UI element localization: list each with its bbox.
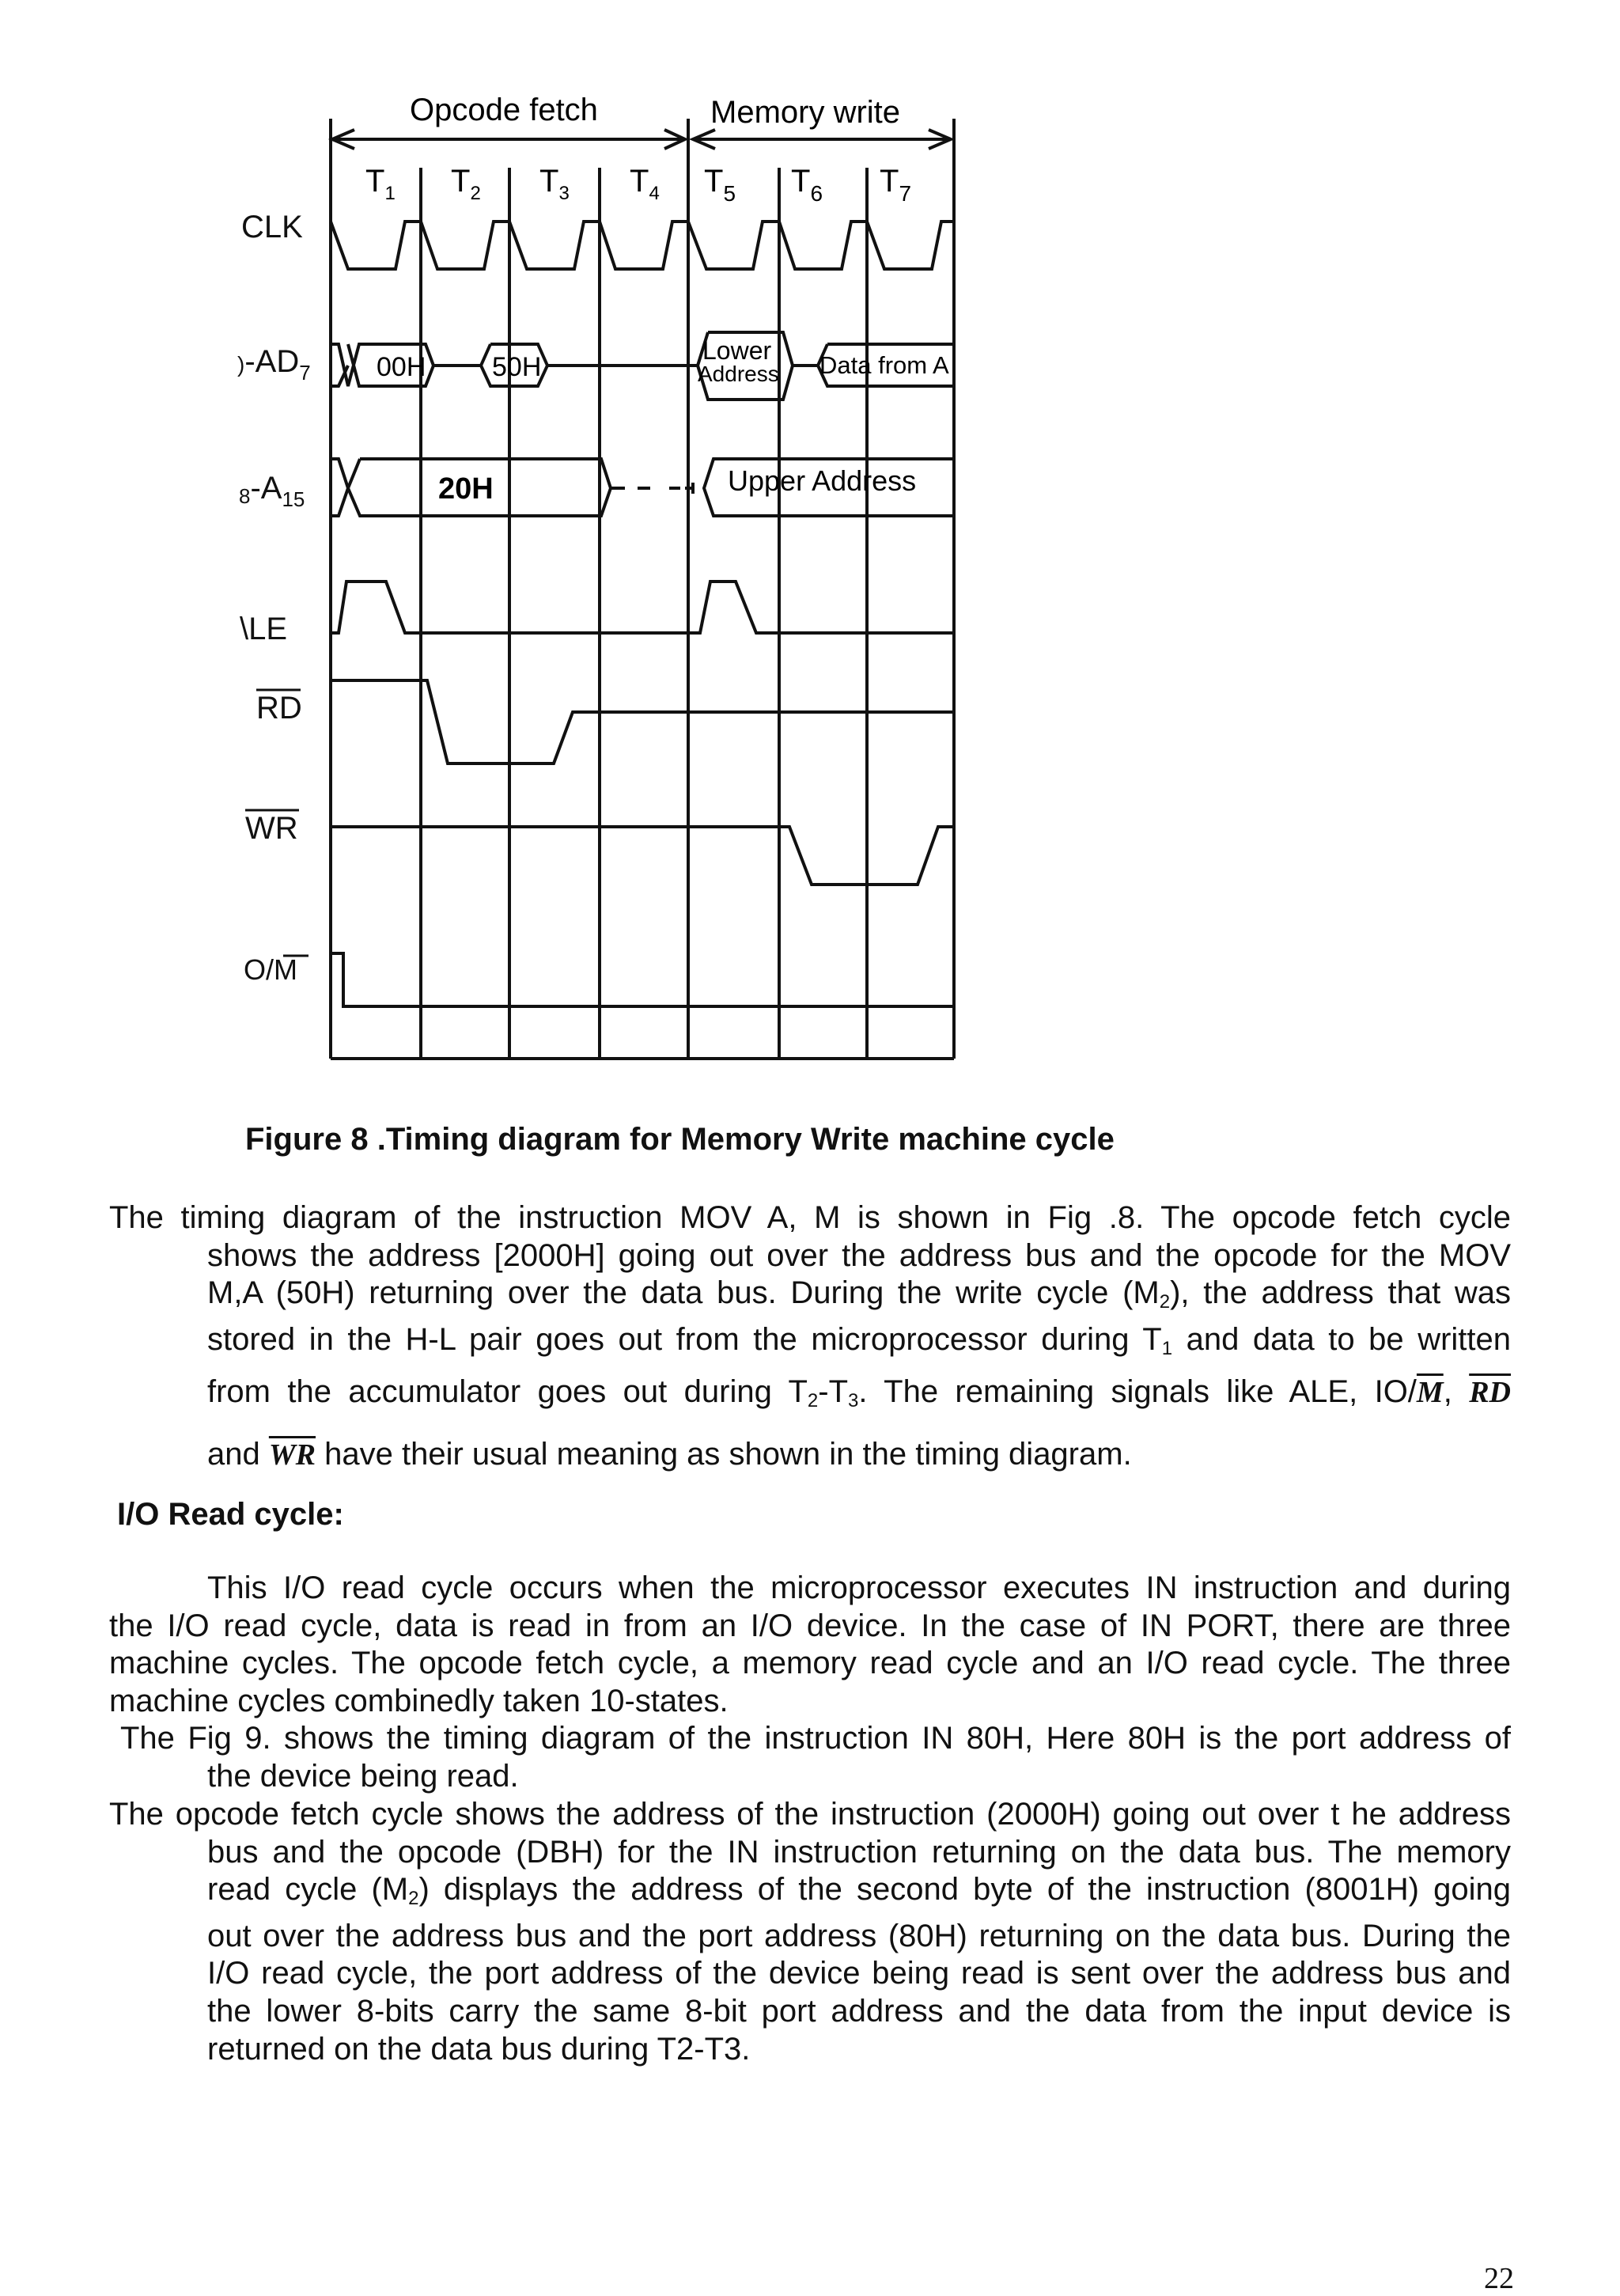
- memory-write-label: Memory write: [710, 95, 901, 130]
- paragraph-mov-timing: [109, 1199, 1511, 1475]
- ad-value-00h: 00H: [377, 352, 426, 382]
- wr-waveform: [331, 827, 954, 885]
- ad-value-50h: 50H: [492, 352, 542, 382]
- clk-label: CLK: [241, 210, 303, 244]
- a-value-upper-address: Upper Address: [728, 464, 917, 497]
- timing-diagram: [0, 0, 1620, 1108]
- t-state-label: $T_3$: [539, 164, 570, 204]
- text-line: the I/O read cycle, data is read in from an I/O device. In the case of IN PORT, there are three: [109, 1608, 1511, 1643]
- a-bus-label: $8-A_{15}$: [239, 471, 305, 511]
- paragraph-io-read-intro: [109, 1570, 1511, 1720]
- t-state-label: $T_4$: [630, 164, 660, 204]
- text-line: The Fig 9. shows the timing diagram of the instruction IN 80H, Here 80H is the port address of: [120, 1721, 1511, 1756]
- text-line: and $\overline{WR}$ have their usual meaning as shown in the timing diagram.: [207, 1436, 1132, 1472]
- text-line: out over the address bus and the port address (80H) returning on the data bus. During the: [207, 1918, 1511, 1953]
- page-number: 22: [1484, 2262, 1514, 2295]
- text-line: stored in the H-L pair goes out from the microprocessor during $T_1$ and data to be written: [207, 1321, 1512, 1359]
- ad-value-data-from-a: Data from A: [819, 351, 949, 379]
- text-line: machine cycles combinedly taken 10-states.: [109, 1683, 729, 1718]
- text-line: machine cycles. The opcode fetch cycle, a memory read cycle and an I/O read cycle. The three: [109, 1646, 1511, 1681]
- figure-caption: Figure 8 .Timing diagram for Memory Write machine cycle: [245, 1122, 1115, 1157]
- text-line: the device being read.: [207, 1758, 519, 1794]
- wr-bar-text: $\overline{WR}$: [268, 1438, 316, 1472]
- text-line: shows the address [2000H] going out over the address bus and the opcode for the MOV: [207, 1237, 1511, 1273]
- io-m-bar-text: $\overline{M}$: [1416, 1376, 1444, 1410]
- text-line: read cycle $(M_2)$ displays the address of the second byte of the instruction (8001H) going: [207, 1872, 1512, 1910]
- text-line: from the accumulator goes out during $T_2-T_3$. The remaining signals like ALE, $IO/\overline{M}$, $\overline{RD}$: [207, 1374, 1511, 1412]
- rd-waveform: [331, 680, 954, 763]
- text-line: the lower 8-bits carry the same 8-bit port address and the data from the input device is: [207, 1993, 1511, 2029]
- t-state-label: $T_7$: [880, 164, 912, 206]
- t-state-label: $T_1$: [365, 164, 396, 204]
- wr-label: WR: [245, 811, 298, 846]
- ad-value-lower: Lower: [702, 336, 772, 365]
- text-line: The timing diagram of the instruction MOV A, M is shown in Fig .8. The opcode fetch cycle: [109, 1200, 1511, 1235]
- a-value-20h: 20H: [438, 472, 494, 506]
- text-line: M,A (50H) returning over the data bus. During the write cycle $(M_2)$, the address that was: [207, 1275, 1511, 1313]
- t-state-label: $T_6$: [791, 164, 823, 206]
- paragraph-fig9-intro: [109, 1720, 1511, 1795]
- rd-label: RD: [256, 691, 302, 726]
- ad-bus-label: )$-AD_7$: [237, 344, 311, 385]
- a-bus-20h: [331, 459, 348, 516]
- ale-waveform: [331, 582, 954, 633]
- rd-bar-text: $\overline{RD}$: [1469, 1376, 1511, 1410]
- io-m-label: O/M: [244, 953, 298, 986]
- ale-label: \LE: [240, 612, 288, 646]
- section-heading-io-read: I/O Read cycle:: [117, 1497, 344, 1532]
- io-m-waveform: [331, 953, 954, 1006]
- clk-waveform: [331, 222, 954, 269]
- t-state-label: $T_5$: [704, 164, 736, 206]
- t-state-label: $T_2$: [451, 164, 481, 204]
- ad-value-address: Address: [698, 362, 779, 386]
- text-line: returned on the data bus during T2-T3.: [207, 2031, 751, 2067]
- text-line: bus and the opcode (DBH) for the IN instruction returning on the data bus. The memory: [207, 1834, 1511, 1870]
- paragraph-io-read-details: [109, 1796, 1511, 2068]
- text-line: I/O read cycle, the port address of the device being read is sent over the address bus and: [207, 1956, 1511, 1991]
- opcode-fetch-label: Opcode fetch: [410, 93, 598, 127]
- text-line: The opcode fetch cycle shows the address of the instruction (2000H) going out over t he address: [109, 1797, 1511, 1832]
- text-line: This I/O read cycle occurs when the microprocessor executes IN instruction and during: [207, 1570, 1511, 1605]
